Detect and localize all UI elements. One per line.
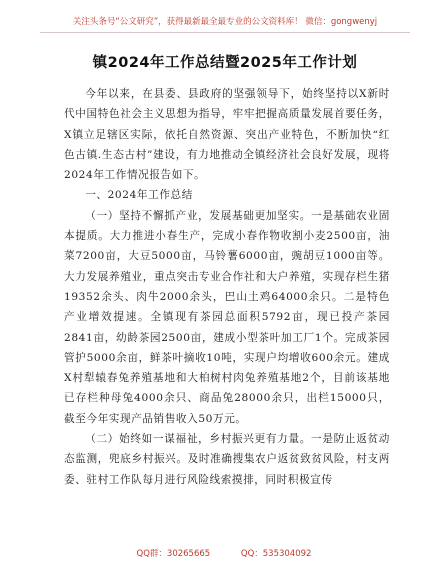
footer-qq-group: QQ群：30265665 [136,549,211,559]
document-title: 镇2024年工作总结暨2025年工作计划 [92,55,358,71]
footer [0,547,448,559]
header-banner: 关注头条号“公文研究”，获得最新最全最专业的公文资料库！ 微信：gongwenyj [40,12,410,33]
intro-paragraph: 今年以来，在县委、县政府的坚强领导下，始终坚持以X新时代中国特色社会主义思想为指导，牢牢把握高质量发展首要任务，X镇立足辖区实际，依托自然资源、突出产业特色，不断加快“红色古镇.生态古村”建设，有力地推动全镇经济社会良好发展，现将2024年工作情况报告如下。 [64,88,390,182]
body-paragraph: （二）始终如一谋福祉，乡村振兴更有力量。一是防止返贫动态监测，兜底乡村振兴。及时准确搜集农户返贫致贫风险，村支两委、驻村工作队每月进行风险线索摸排，同时积极宣传 [64,433,390,486]
body-paragraph: （一）坚持不懈抓产业，发展基础更加坚实。一是基础农业固本提质。大力推进小春生产，完成小春作物收割小麦2500亩，油菜7200亩，大豆5000亩，马铃薯6000亩，豌胡豆1000亩等。大力发展养殖业，重点突击专业合作社和大户养殖，实现存栏生猪19352余头、肉牛2000余头，巴山土鸡64000余只。二是特色产业增效提速。全镇现有茶园总面积5792亩，现已投产茶园2841亩，幼龄茶园2500亩，建成小型茶叶加工厂1个。完成茶园管护5000余亩，鲜茶叶摘收10吨，实现户均增收600余元。建成X村犁辕春兔养殖基地和大柏树村肉兔养殖基地2个，目前该基地已存栏种母兔4000余只、商品兔28000余只，出栏15000只，截至今年实现产品销售收入50万元。 [64,209,390,425]
document-body [64,84,390,490]
section-heading: 一、2024年工作总结 [85,189,193,202]
footer-qq: QQ：535304092 [240,549,312,559]
